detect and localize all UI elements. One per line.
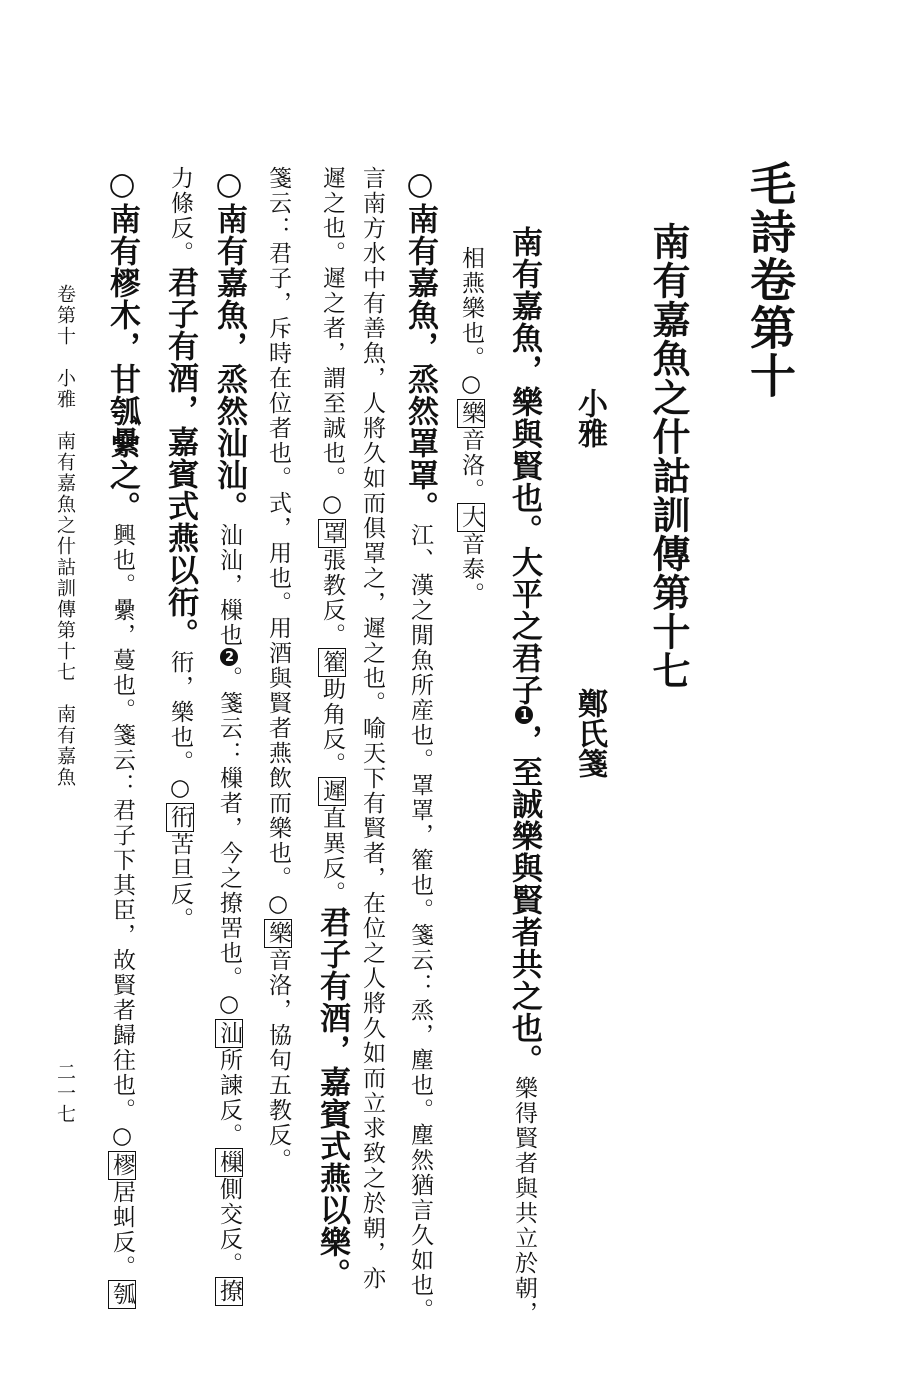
main-text: 君子有酒，嘉賓式燕以衎。 bbox=[162, 266, 198, 650]
text-column-5 bbox=[310, 166, 355, 1290]
text-column-9 bbox=[100, 166, 145, 1309]
commentary-text: 江、漢之閒魚所産也。罩罩，篧也。箋云：烝，塵也。塵然猶言久如也。 bbox=[407, 523, 433, 1323]
commentary-text: 樂得賢者與共立於朝， bbox=[511, 1076, 537, 1326]
boxed-character: 罩 bbox=[319, 521, 345, 546]
chapter-title: 南有嘉魚之什詁訓傳第十七 bbox=[646, 222, 691, 690]
commentary-text: 所諫反。 bbox=[216, 1048, 242, 1148]
text-column-2 bbox=[455, 246, 488, 607]
boxed-character: 樛 bbox=[109, 1153, 135, 1178]
commentary-text: 衎，樂也。○ bbox=[167, 650, 193, 803]
boxed-character: 樔 bbox=[216, 1150, 242, 1175]
commentary-text: 遲之也。遲之者，謂至誠也。○ bbox=[319, 166, 345, 519]
commentary-text: 音泰。 bbox=[458, 532, 484, 607]
main-text: ○南有嘉魚，烝然罩罩。 bbox=[402, 166, 438, 523]
main-text: 南有嘉魚，樂與賢也。大平之君子 bbox=[506, 226, 542, 706]
boxed-character: 撩 bbox=[216, 1279, 242, 1304]
author-label: 鄭氏箋 bbox=[572, 688, 607, 778]
commentary-text: 張教反。 bbox=[319, 548, 345, 648]
text-column-1 bbox=[502, 226, 547, 1326]
commentary-text: 汕汕，樔也 bbox=[216, 523, 242, 648]
commentary-text: 興也。纍，蔓也。箋云：君子下其臣，故賢者歸往也。○ bbox=[109, 523, 135, 1151]
section-label: 小雅 bbox=[572, 388, 607, 448]
page-number: 二一七 bbox=[54, 1062, 76, 1125]
volume-title: 毛詩卷第十 bbox=[743, 160, 797, 400]
boxed-character: 遲 bbox=[319, 779, 345, 804]
commentary-text: 言南方水中有善魚，人將久如而俱罩之，遲之也。喻天下有賢者，在位之人將久如而立求致之於朝，亦 bbox=[359, 166, 385, 1291]
boxed-character: 大 bbox=[458, 505, 484, 530]
commentary-text: 苦旦反。 bbox=[167, 832, 193, 932]
commentary-text: 相燕樂也。○ bbox=[458, 246, 484, 399]
note-marker: 2 bbox=[222, 649, 237, 665]
commentary-text: 音洛。 bbox=[458, 428, 484, 503]
text-column-3 bbox=[398, 166, 443, 1323]
text-column-4 bbox=[356, 166, 389, 1291]
commentary-text: 力條反。 bbox=[167, 166, 193, 266]
commentary-text: 直異反。 bbox=[319, 806, 345, 906]
main-text: 君子有酒，嘉賓式燕以樂。 bbox=[314, 906, 350, 1290]
boxed-character: 汕 bbox=[216, 1021, 242, 1046]
boxed-character: 衎 bbox=[167, 805, 193, 830]
text-column-6 bbox=[262, 166, 295, 1173]
commentary-text: 側交反。 bbox=[216, 1177, 242, 1277]
text-column-7 bbox=[207, 166, 252, 1306]
commentary-text: 居虯反。 bbox=[109, 1180, 135, 1280]
boxed-character: 篧 bbox=[319, 650, 345, 675]
running-head: 卷第十 小雅 南有嘉魚之什詁訓傳第十七 南有嘉魚 bbox=[54, 284, 76, 788]
commentary-text: 音洛，協句五教反。 bbox=[265, 948, 291, 1173]
boxed-character: 樂 bbox=[458, 401, 484, 426]
main-text: ○南有樛木，甘瓠纍之。 bbox=[104, 166, 140, 523]
text-column-8 bbox=[158, 166, 203, 932]
main-text: ，至誠樂與賢者共之也。 bbox=[506, 724, 542, 1076]
note-marker: 1 bbox=[517, 707, 532, 723]
commentary-text: 箋云：君子，斥時在位者也。式，用也。用酒與賢者燕飲而樂也。○ bbox=[265, 166, 291, 919]
commentary-text: 。箋云：樔者，今之撩罟也。○ bbox=[216, 666, 242, 1019]
boxed-character: 瓠 bbox=[109, 1282, 135, 1307]
boxed-character: 樂 bbox=[265, 921, 291, 946]
commentary-text: 助角反。 bbox=[319, 677, 345, 777]
main-text: ○南有嘉魚，烝然汕汕。 bbox=[211, 166, 247, 523]
